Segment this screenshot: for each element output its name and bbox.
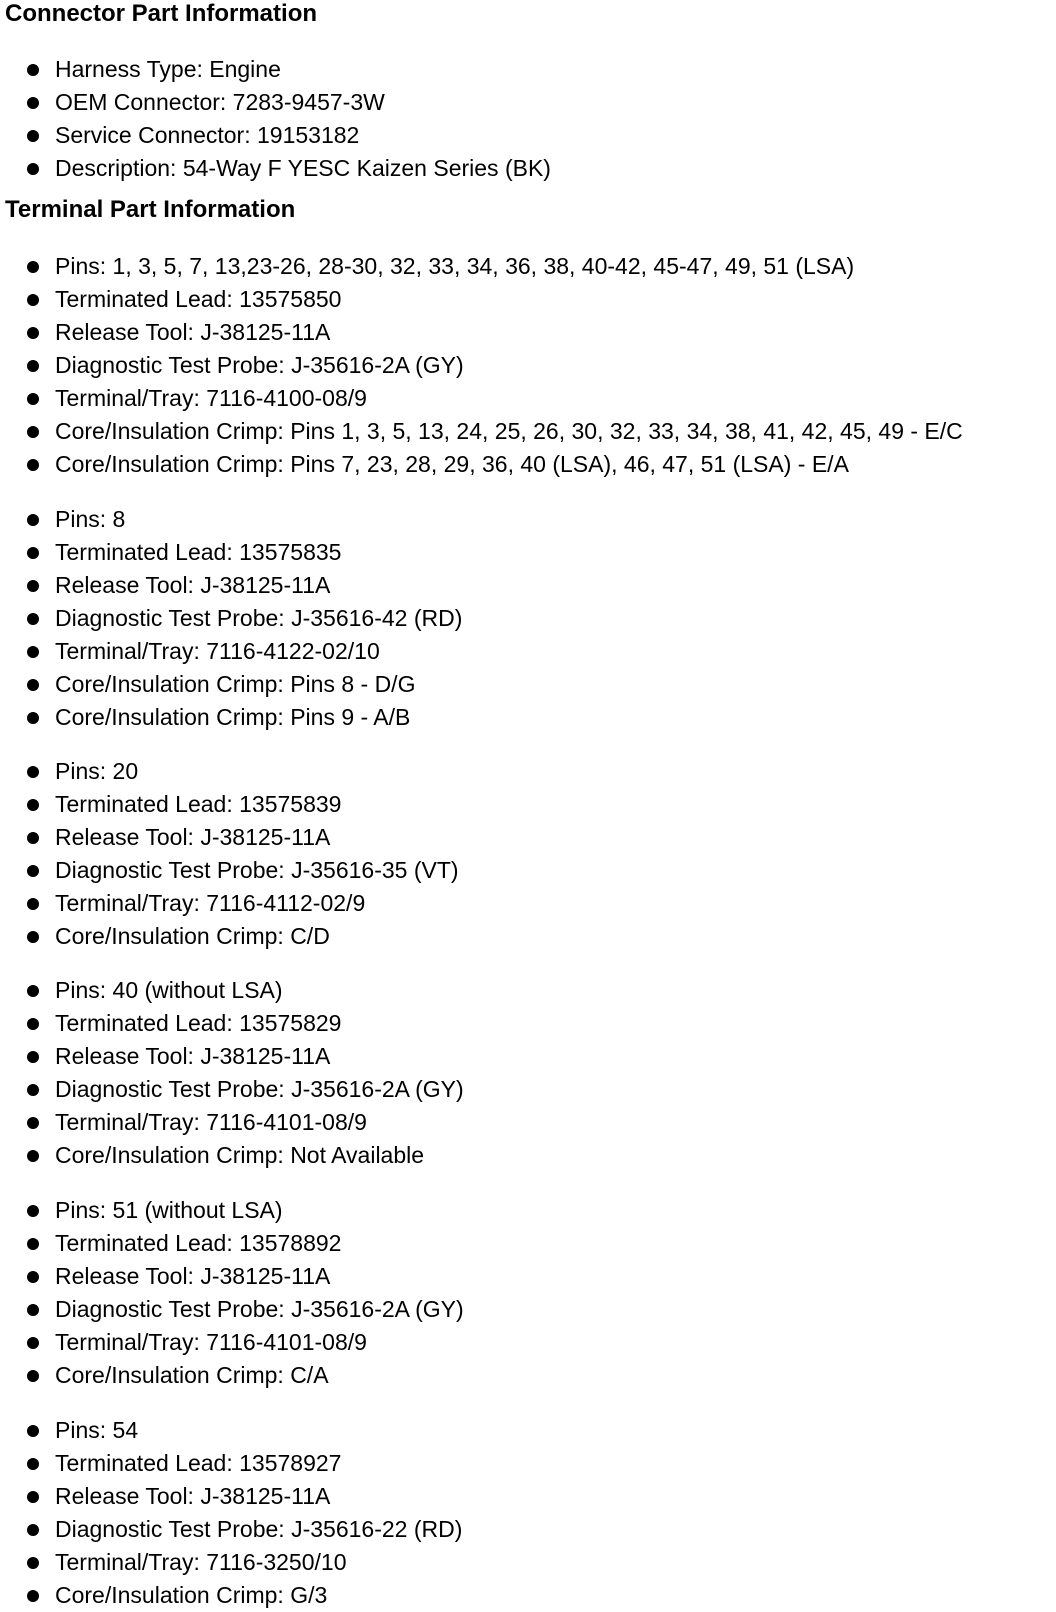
bullet-icon bbox=[27, 898, 39, 910]
list-item-text: Terminated Lead: 13575829 bbox=[55, 1010, 342, 1036]
list-item-text: Terminated Lead: 13575850 bbox=[55, 286, 342, 312]
bullet-icon bbox=[27, 1557, 39, 1569]
list-item-text: Diagnostic Test Probe: J-35616-2A (GY) bbox=[55, 352, 464, 378]
list-item-text: Core/Insulation Crimp: G/3 bbox=[55, 1582, 328, 1608]
list-item-text: Terminated Lead: 13575835 bbox=[55, 539, 342, 565]
terminal-group-6 bbox=[0, 1414, 462, 1612]
list-item-text: Release Tool: J-38125-11A bbox=[55, 824, 331, 850]
bullet-icon bbox=[27, 712, 39, 724]
bullet-icon bbox=[27, 1117, 39, 1129]
bullet-icon bbox=[27, 613, 39, 625]
list-item bbox=[0, 755, 459, 788]
list-item bbox=[0, 1293, 464, 1326]
list-item-text: Terminal/Tray: 7116-4101-08/9 bbox=[55, 1329, 367, 1355]
list-item bbox=[0, 887, 459, 920]
bullet-icon bbox=[27, 1150, 39, 1162]
list-item-text: Harness Type: Engine bbox=[55, 56, 281, 82]
bullet-icon bbox=[27, 163, 39, 175]
list-item bbox=[0, 974, 464, 1007]
list-item-text: Terminal/Tray: 7116-3250/10 bbox=[55, 1549, 347, 1575]
list-item bbox=[0, 283, 963, 316]
bullet-icon bbox=[27, 1458, 39, 1470]
bullet-icon bbox=[27, 1524, 39, 1536]
list-item-text: Release Tool: J-38125-11A bbox=[55, 572, 331, 598]
list-item-text: OEM Connector: 7283-9457-3W bbox=[55, 89, 385, 115]
list-item bbox=[0, 415, 963, 448]
list-item bbox=[0, 1194, 464, 1227]
list-item-text: Terminated Lead: 13578927 bbox=[55, 1450, 342, 1476]
bullet-icon bbox=[27, 514, 39, 526]
bullet-icon bbox=[27, 261, 39, 273]
list-item-text: Release Tool: J-38125-11A bbox=[55, 1263, 331, 1289]
bullet-icon bbox=[27, 547, 39, 559]
list-item bbox=[0, 1073, 464, 1106]
list-item-text: Release Tool: J-38125-11A bbox=[55, 1483, 331, 1509]
bullet-icon bbox=[27, 360, 39, 372]
list-item bbox=[0, 349, 963, 382]
bullet-icon bbox=[27, 1271, 39, 1283]
list-item bbox=[0, 152, 551, 185]
list-item-text: Diagnostic Test Probe: J-35616-42 (RD) bbox=[55, 605, 463, 631]
list-item-text: Core/Insulation Crimp: Not Available bbox=[55, 1142, 425, 1168]
bullet-icon bbox=[27, 931, 39, 943]
list-item-text: Core/Insulation Crimp: Pins 9 - A/B bbox=[55, 704, 411, 730]
list-item-text: Pins: 20 bbox=[55, 758, 139, 784]
bullet-icon bbox=[27, 766, 39, 778]
list-item-text: Diagnostic Test Probe: J-35616-22 (RD) bbox=[55, 1516, 463, 1542]
bullet-icon bbox=[27, 327, 39, 339]
bullet-icon bbox=[27, 97, 39, 109]
list-item-text: Pins: 51 (without LSA) bbox=[55, 1197, 283, 1223]
list-item bbox=[0, 1359, 464, 1392]
bullet-icon bbox=[27, 1084, 39, 1096]
bullet-icon bbox=[27, 393, 39, 405]
bullet-icon bbox=[27, 799, 39, 811]
list-item bbox=[0, 1007, 464, 1040]
bullet-icon bbox=[27, 1590, 39, 1602]
list-item bbox=[0, 536, 462, 569]
list-item-text: Pins: 8 bbox=[55, 506, 126, 532]
terminal-group-5 bbox=[0, 1194, 464, 1392]
connector-part-list bbox=[0, 53, 551, 185]
list-item bbox=[0, 448, 963, 481]
list-item bbox=[0, 86, 551, 119]
list-item bbox=[0, 602, 462, 635]
list-item bbox=[0, 503, 462, 536]
list-item bbox=[0, 53, 551, 86]
list-item-text: Diagnostic Test Probe: J-35616-35 (VT) bbox=[55, 857, 459, 883]
list-item bbox=[0, 1139, 464, 1172]
list-item bbox=[0, 821, 459, 854]
list-item bbox=[0, 1106, 464, 1139]
list-item bbox=[0, 1227, 464, 1260]
bullet-icon bbox=[27, 1337, 39, 1349]
list-item bbox=[0, 1513, 462, 1546]
terminal-group-3 bbox=[0, 755, 459, 953]
list-item-text: Description: 54-Way F YESC Kaizen Series (BK) bbox=[55, 155, 551, 181]
list-item bbox=[0, 1260, 464, 1293]
connector-part-heading: Connector Part Information bbox=[5, 0, 318, 27]
list-item-text: Terminated Lead: 13575839 bbox=[55, 791, 342, 817]
bullet-icon bbox=[27, 459, 39, 471]
list-item bbox=[0, 788, 459, 821]
list-item-text: Terminated Lead: 13578892 bbox=[55, 1230, 342, 1256]
list-item bbox=[0, 119, 551, 152]
bullet-icon bbox=[27, 580, 39, 592]
list-item-text: Terminal/Tray: 7116-4112-02/9 bbox=[55, 890, 366, 916]
list-item bbox=[0, 316, 963, 349]
bullet-icon bbox=[27, 679, 39, 691]
list-item-text: Terminal/Tray: 7116-4101-08/9 bbox=[55, 1109, 367, 1135]
list-item bbox=[0, 1480, 462, 1513]
list-item-text: Pins: 54 bbox=[55, 1417, 139, 1443]
list-item-text: Core/Insulation Crimp: C/A bbox=[55, 1362, 329, 1388]
list-item-text: Core/Insulation Crimp: Pins 8 - D/G bbox=[55, 671, 416, 697]
list-item bbox=[0, 1579, 462, 1612]
list-item-text: Pins: 40 (without LSA) bbox=[55, 977, 283, 1003]
bullet-icon bbox=[27, 130, 39, 142]
bullet-icon bbox=[27, 1491, 39, 1503]
list-item-text: Terminal/Tray: 7116-4100-08/9 bbox=[55, 385, 367, 411]
list-item-text: Diagnostic Test Probe: J-35616-2A (GY) bbox=[55, 1076, 464, 1102]
bullet-icon bbox=[27, 1205, 39, 1217]
bullet-icon bbox=[27, 1018, 39, 1030]
bullet-icon bbox=[27, 985, 39, 997]
bullet-icon bbox=[27, 1238, 39, 1250]
list-item bbox=[0, 668, 462, 701]
list-item-text: Diagnostic Test Probe: J-35616-2A (GY) bbox=[55, 1296, 464, 1322]
terminal-group-4 bbox=[0, 974, 464, 1172]
bullet-icon bbox=[27, 294, 39, 306]
bullet-icon bbox=[27, 426, 39, 438]
list-item bbox=[0, 920, 459, 953]
list-item bbox=[0, 1414, 462, 1447]
bullet-icon bbox=[27, 1370, 39, 1382]
list-item bbox=[0, 1326, 464, 1359]
list-item-text: Core/Insulation Crimp: Pins 7, 23, 28, 29, 36, 40 (LSA), 46, 47, 51 (LSA) - E/A bbox=[55, 451, 849, 477]
list-item bbox=[0, 569, 462, 602]
list-item bbox=[0, 1040, 464, 1073]
list-item-text: Terminal/Tray: 7116-4122-02/10 bbox=[55, 638, 380, 664]
bullet-icon bbox=[27, 64, 39, 76]
terminal-part-heading: Terminal Part Information bbox=[5, 196, 296, 223]
bullet-icon bbox=[27, 832, 39, 844]
list-item bbox=[0, 1447, 462, 1480]
list-item bbox=[0, 701, 462, 734]
bullet-icon bbox=[27, 1051, 39, 1063]
list-item bbox=[0, 382, 963, 415]
list-item-text: Release Tool: J-38125-11A bbox=[55, 1043, 331, 1069]
bullet-icon bbox=[27, 865, 39, 877]
terminal-group-1 bbox=[0, 250, 963, 481]
list-item-text: Core/Insulation Crimp: Pins 1, 3, 5, 13, 24, 25, 26, 30, 32, 33, 34, 38, 41, 42, 45, 49 - E/C bbox=[55, 418, 963, 444]
list-item-text: Core/Insulation Crimp: C/D bbox=[55, 923, 330, 949]
terminal-group-2 bbox=[0, 503, 462, 734]
bullet-icon bbox=[27, 1425, 39, 1437]
list-item-text: Service Connector: 19153182 bbox=[55, 122, 360, 148]
list-item bbox=[0, 635, 462, 668]
list-item-text: Pins: 1, 3, 5, 7, 13,23-26, 28-30, 32, 33, 34, 36, 38, 40-42, 45-47, 49, 51 (LSA) bbox=[55, 253, 855, 279]
list-item bbox=[0, 1546, 462, 1579]
list-item bbox=[0, 854, 459, 887]
bullet-icon bbox=[27, 646, 39, 658]
list-item-text: Release Tool: J-38125-11A bbox=[55, 319, 331, 345]
bullet-icon bbox=[27, 1304, 39, 1316]
list-item bbox=[0, 250, 963, 283]
